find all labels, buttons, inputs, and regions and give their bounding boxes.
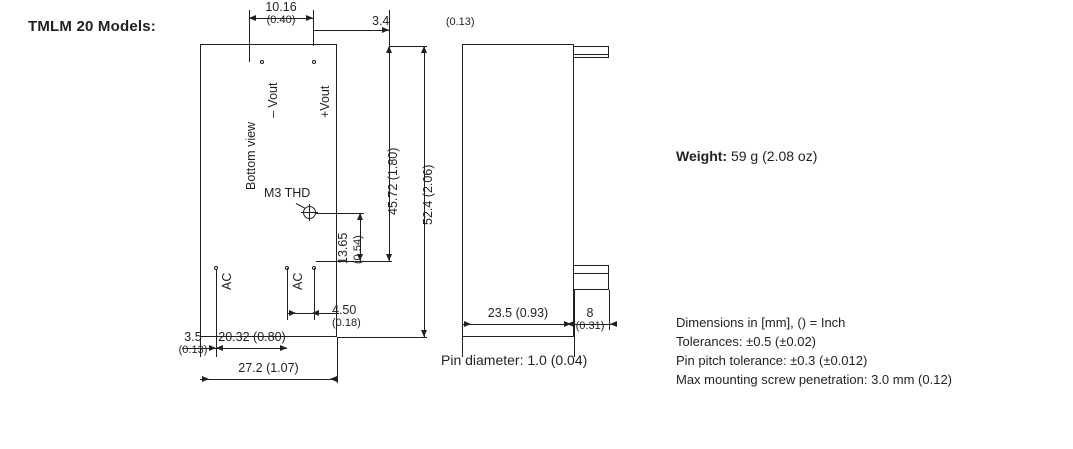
dim-8 [562,306,618,332]
dim-45-72: 45.72 (1.80) [386,147,400,215]
arrow-23-5-left [464,321,471,327]
pin-label-ac-left: AC [220,272,234,290]
side-view-pin-bottom [574,265,609,290]
dim-13-65-mm: 13.65 [336,232,350,264]
side-view-pin-top [574,46,609,58]
ext-line-27-2-right [337,337,338,383]
dim-line-20-32 [216,348,287,349]
dim-52-4: 52.4 (2.06) [421,164,435,225]
weight-label: Weight: [676,148,728,164]
dim-3-4 [340,12,475,30]
ext-line-52-4-top [389,46,427,47]
pin-dot-vout-neg [260,60,264,64]
dim-3-5-mm: 3.5 [184,330,202,344]
pin-label-vout-neg: – Vout [266,82,280,118]
dim-13-65-inch: (0.54) [352,235,364,264]
dim-10-16-inch: (0.40) [266,14,296,26]
ext-line-52-4-bottom [337,337,427,338]
ext-line-13-65-top [316,213,364,214]
note-line-3: Pin pitch tolerance: ±0.3 (±0.012) [676,353,868,368]
dim-3-5 [168,330,218,356]
dim-4-50-inch: (0.18) [332,317,361,329]
dim-23-5: 23.5 (0.93) [487,306,549,320]
pin-diameter-note: Pin diameter: 1.0 (0.04) [441,352,588,368]
side-view-pin-bottom-inner [574,273,609,274]
arrow-27-2-left [202,376,209,382]
pin-label-vout-pos: +Vout [318,85,332,118]
dim-line-3-4 [313,30,389,31]
arrow-52-4-top [421,46,427,53]
page-title: TMLM 20 Models: [28,18,157,35]
dim-8-mm: 8 [586,306,594,320]
dim-line-23-5 [462,324,574,325]
m3-thd-label: M3 THD [264,186,311,200]
dim-3-4-mm: 3.4 [372,14,390,28]
pin-dot-vout-pos [312,60,316,64]
weight-value: 59 g (2.08 oz) [730,148,818,164]
dim-3-5-inch: (0.13) [178,344,208,356]
note-line-2: Tolerances: ±0.5 (±0.02) [676,334,817,349]
arrow-45-72-bottom [386,254,392,261]
pin-label-ac-right: AC [291,272,305,290]
side-view-pin-top-inner [574,54,609,55]
weight-line [676,148,817,164]
dim-8-inch: (0.31) [575,320,605,332]
note-line-4: Max mounting screw penetration: 3.0 mm (0.12) [676,372,953,387]
arrow-4-50-right [312,310,319,316]
arrow-4-50-left [289,310,296,316]
dim-27-2: 27.2 (1.07) [238,361,299,375]
note-line-1: Dimensions in [mm], () = Inch [676,315,846,330]
arrow-20-32-left [216,345,223,351]
arrow-45-72-top [386,46,392,53]
dim-20-32: 20.32 (0.80) [218,330,286,344]
notes-block [676,313,952,389]
bottom-view-label: Bottom view [244,121,258,190]
arrow-27-2-right [330,376,337,382]
dim-10-16 [241,0,321,26]
arrow-20-32-right [280,345,287,351]
dim-3-4-inch: (0.13) [445,16,475,28]
dim-4-50 [332,303,392,329]
dim-4-50-mm: 4.50 [332,303,357,317]
side-view-outline [462,44,574,337]
arrow-52-4-bottom [421,330,427,337]
dim-line-27-2 [200,379,337,380]
arrow-13-65-top [357,213,363,220]
dim-10-16-mm: 10.16 [265,0,297,14]
